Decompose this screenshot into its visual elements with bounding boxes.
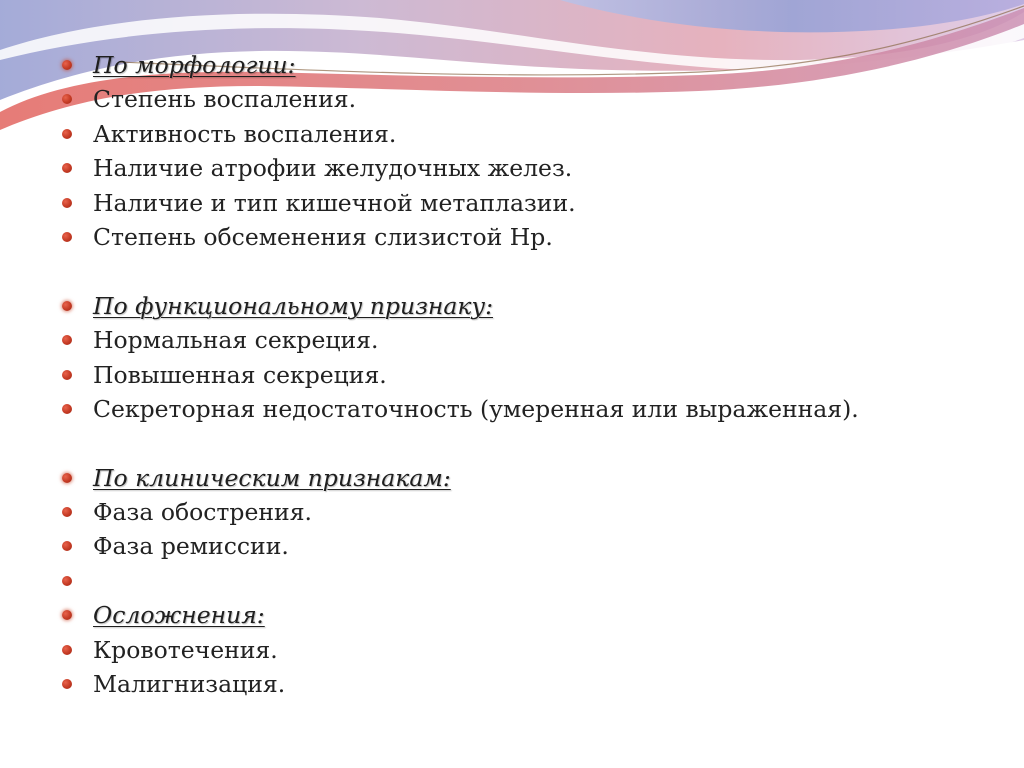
section-heading-morphology: [62, 48, 962, 82]
section-heading-complications: [62, 598, 962, 632]
section-heading-functional: [62, 289, 962, 323]
list-item: [62, 220, 962, 254]
bullet-icon: [62, 507, 72, 517]
bullet-icon: [62, 576, 72, 586]
list-item: [62, 82, 962, 116]
bullet-icon: [62, 60, 72, 70]
item-text: Наличие и тип кишечной метаплазии.: [93, 188, 576, 217]
list-item: [62, 117, 962, 151]
list-item: [62, 529, 962, 563]
bullet-icon: [62, 541, 72, 551]
list-item: [62, 186, 962, 220]
item-text: Наличие атрофии желудочных желез.: [93, 154, 573, 183]
heading-text: Осложнения:: [93, 601, 265, 630]
list-item-empty: [62, 564, 962, 598]
spacer: [62, 426, 962, 460]
list-item: [62, 151, 962, 185]
bullet-icon: [62, 645, 72, 655]
bullet-icon: [62, 94, 72, 104]
heading-text: По клиническим признакам:: [93, 463, 451, 492]
item-text: Повышенная секреция.: [93, 360, 387, 389]
list-item: [62, 358, 962, 392]
list-item: [62, 667, 962, 701]
heading-text: По морфологии:: [93, 51, 296, 79]
item-text: Фаза обострения.: [93, 498, 312, 527]
bullet-icon: [62, 129, 72, 139]
heading-text: По функциональному признаку:: [93, 291, 493, 320]
bullet-icon: [62, 610, 72, 620]
item-text: Кровотечения.: [93, 635, 278, 664]
section-heading-clinical: [62, 461, 962, 495]
bullet-icon: [62, 301, 72, 311]
bullet-icon: [62, 335, 72, 345]
bullet-icon: [62, 473, 72, 483]
item-text: Нормальная секреция.: [93, 326, 379, 355]
item-text: Малигнизация.: [93, 670, 286, 699]
item-text: Секреторная недостаточность (умеренная или выраженная).: [93, 394, 859, 423]
list-item: [62, 495, 962, 529]
item-text: Степень воспаления.: [93, 85, 357, 114]
bullet-icon: [62, 404, 72, 414]
bullet-list: [62, 48, 962, 701]
item-text: Степень обсеменения слизистой Нр.: [93, 222, 553, 251]
list-item: [62, 323, 962, 357]
bullet-icon: [62, 232, 72, 242]
item-text: Фаза ремиссии.: [93, 532, 289, 561]
bullet-icon: [62, 198, 72, 208]
list-item: [62, 633, 962, 667]
item-text: Активность воспаления.: [93, 119, 397, 148]
spacer: [62, 254, 962, 288]
bullet-icon: [62, 163, 72, 173]
list-item: [62, 392, 962, 426]
bullet-icon: [62, 679, 72, 689]
bullet-icon: [62, 370, 72, 380]
